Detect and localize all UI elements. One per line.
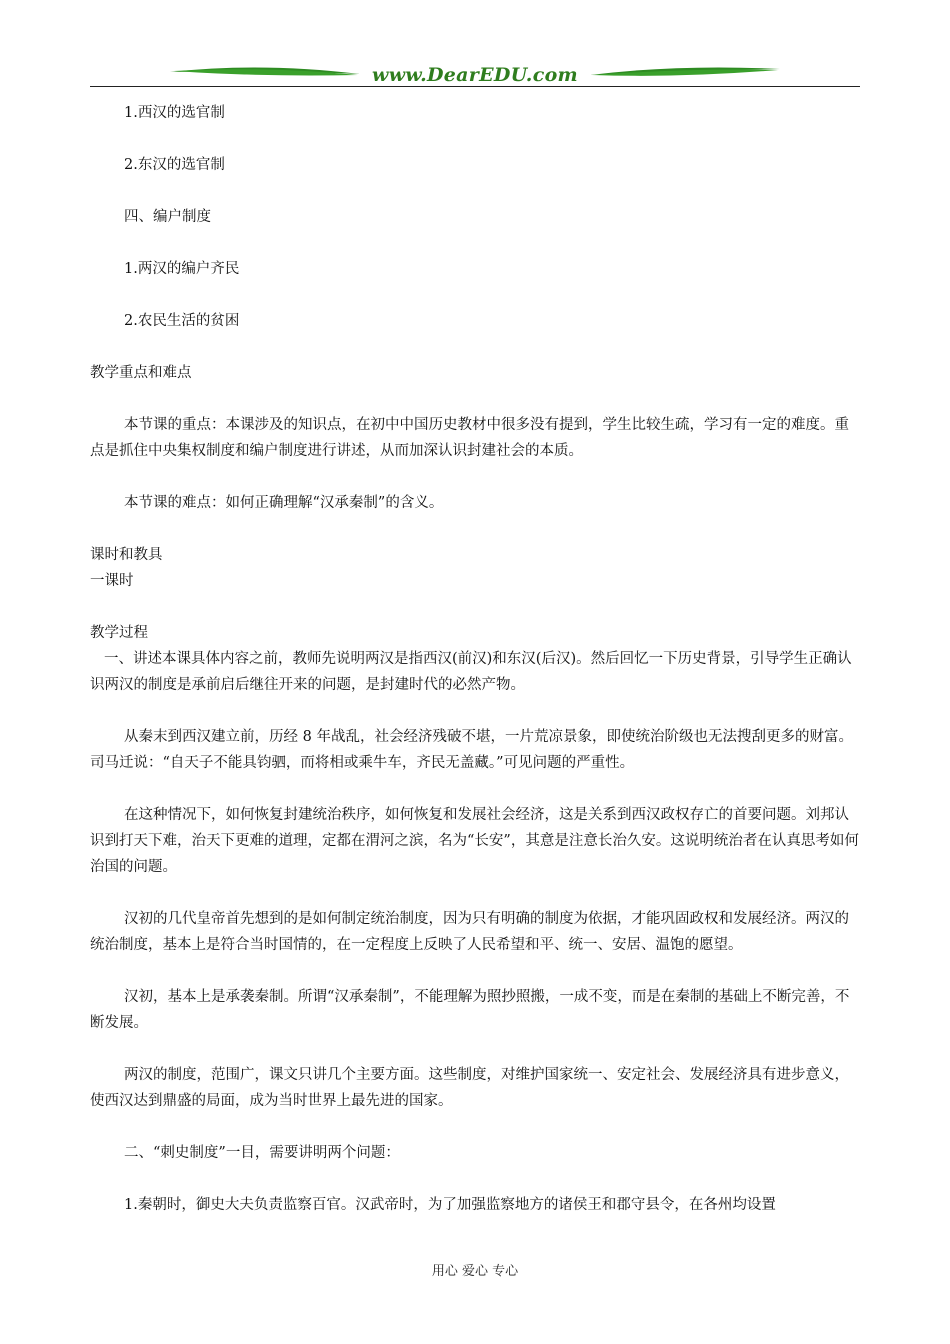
- paragraph: 本节课的重点：本课涉及的知识点，在初中中国历史教材中很多没有提到，学生比较生疏，学习有一定的难度。重点是抓住中央集权制度和编户制度进行讲述，从而加深认识封建社会的本质。: [90, 417, 849, 459]
- paragraph: 一课时: [90, 573, 134, 589]
- paragraph: 1.秦朝时，御史大夫负责监察百官。汉武帝时，为了加强监察地方的诸侯王和郡守县令，在各州均设置: [124, 1197, 776, 1213]
- outline-item: 1.西汉的选官制: [124, 105, 225, 121]
- paragraph: 本节课的难点：如何正确理解“汉承秦制”的含义。: [124, 495, 444, 511]
- section-heading: 课时和教具: [90, 547, 163, 563]
- site-logo-text: www.DearEDU.com: [372, 64, 578, 86]
- paragraph: 两汉的制度，范围广，课文只讲几个主要方面。这些制度，对维护国家统一、安定社会、发展经济具有进步意义，使西汉达到鼎盛的局面，成为当时世界上最先进的国家。: [90, 1067, 849, 1109]
- paragraph: 汉初，基本上是承袭秦制。所谓“汉承秦制”，不能理解为照抄照搬，一成不变，而是在秦制的基础上不断完善，不断发展。: [90, 989, 850, 1031]
- header-divider: [90, 86, 860, 87]
- outline-item: 2.农民生活的贫困: [124, 313, 240, 329]
- document-body: [90, 100, 860, 1218]
- paragraph: 一、讲述本课具体内容之前，教师先说明两汉是指西汉(前汉)和东汉(后汉)。然后回忆一下历史背景，引导学生正确认识两汉的制度是承前启后继往开来的问题，是封建时代的必然产物。: [90, 651, 852, 693]
- page-header: [90, 58, 860, 90]
- outline-section-heading: 四、编户制度: [124, 209, 211, 225]
- paragraph: 在这种情况下，如何恢复封建统治秩序，如何恢复和发展社会经济，这是关系到西汉政权存亡的首要问题。刘邦认识到打天下难，治天下更难的道理，定都在渭河之滨，名为“长安”，其意是注意长治久安。这说明统治者在认真思考如何治国的问题。: [90, 807, 859, 875]
- paragraph: 汉初的几代皇帝首先想到的是如何制定统治制度，因为只有明确的制度为依据，才能巩固政权和发展经济。两汉的统治制度，基本上是符合当时国情的，在一定程度上反映了人民希望和平、统一、安居、温饱的愿望。: [90, 911, 849, 953]
- section-heading: 教学重点和难点: [90, 365, 192, 381]
- section-heading: 教学过程: [90, 625, 148, 641]
- paragraph: 二、“刺史制度”一目，需要讲明两个问题：: [124, 1145, 400, 1161]
- page-footer: 用心 爱心 专心: [431, 1264, 519, 1279]
- paragraph: 从秦末到西汉建立前，历经 8 年战乱，社会经济残破不堪，一片荒凉景象，即使统治阶级也无法搜刮更多的财富。司马迁说：“自天子不能具钧驷，而将相或乘牛车，齐民无盖藏。”可见问题的严重性。: [90, 729, 853, 771]
- outline-item: 1.两汉的编户齐民: [124, 261, 240, 277]
- outline-item: 2.东汉的选官制: [124, 157, 225, 173]
